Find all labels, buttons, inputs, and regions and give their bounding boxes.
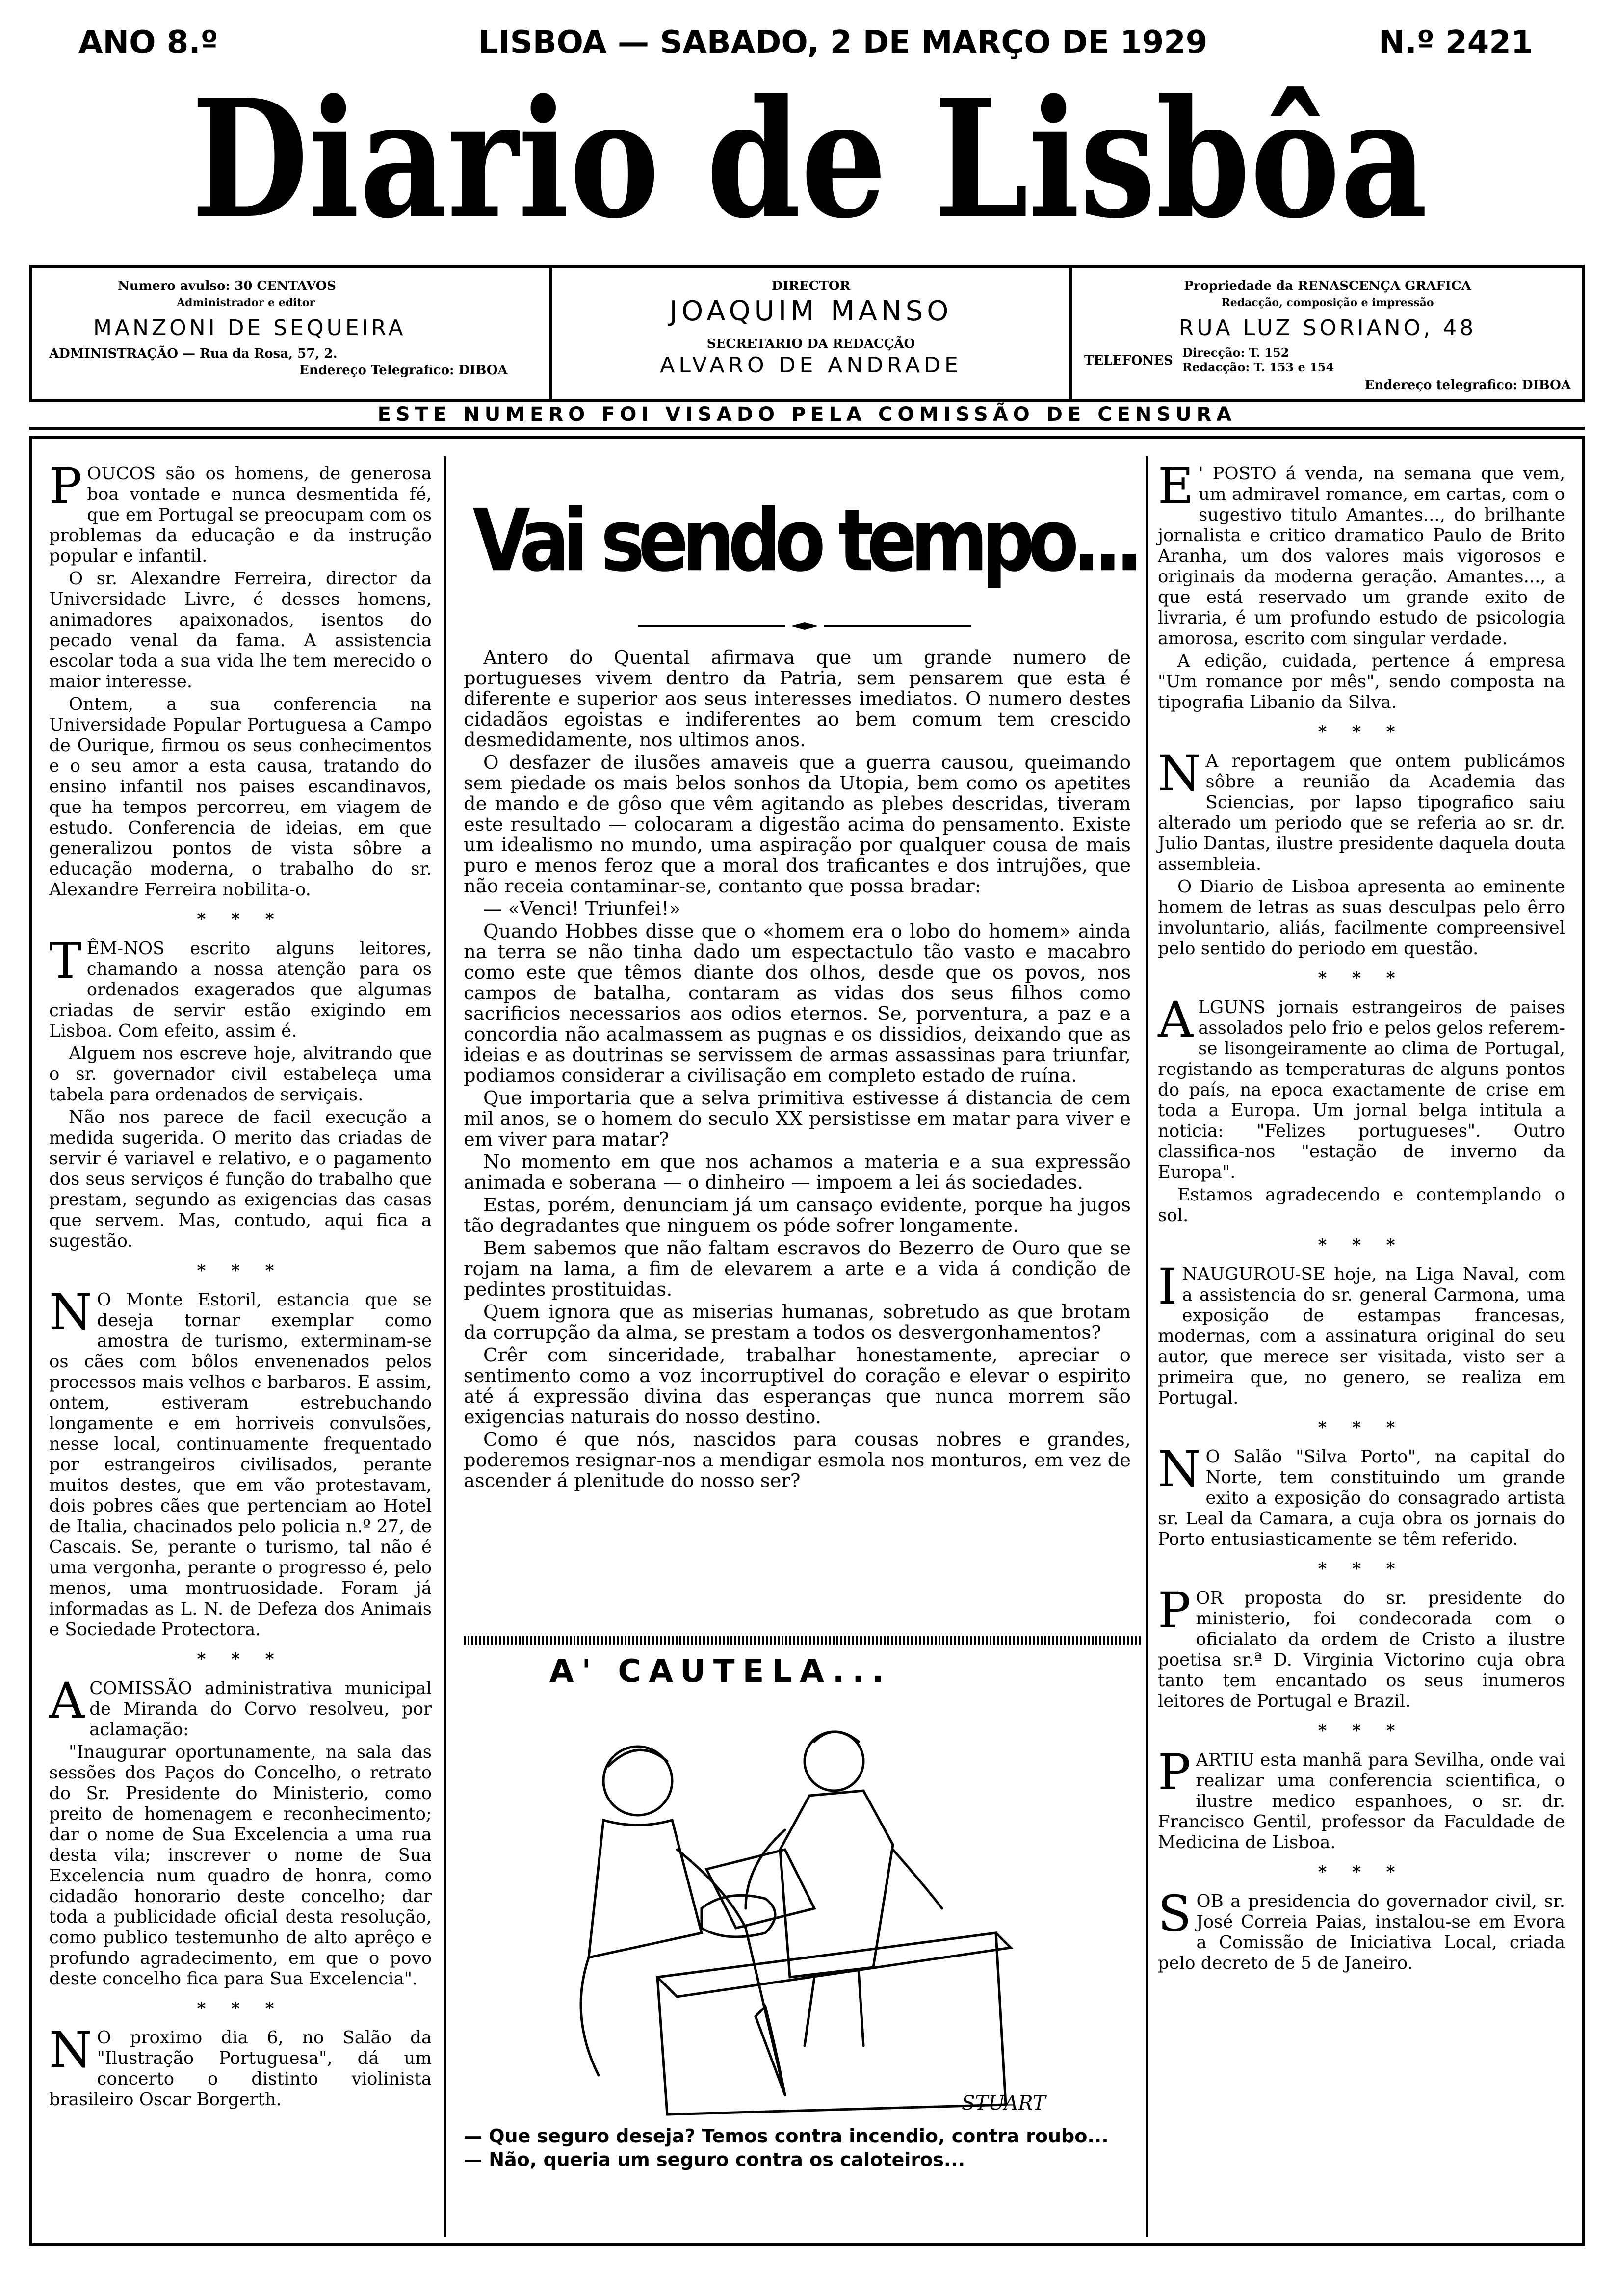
paragraph-text: Alguem nos escreve hoje, alvitrando que o sr. governador civil estabeleça uma tabela para ordenados de serviçais. (49, 1044, 432, 1105)
secretary-name: ALVARO DE ANDRADE (660, 353, 962, 378)
paragraph-text: O sr. Alexandre Ferreira, director da Universidade Livre, é desses homens, animadores apaixonados, isentos do pecado venal da fama. A assistencia escolar toda a sua vida lhe tem merecido o maior interesse. (49, 569, 432, 692)
news-paragraph (1158, 1258, 1565, 1409)
news-paragraph (49, 694, 432, 900)
right-telegraphic: Endereço telegrafico: DIBOA (1364, 378, 1571, 392)
section-separator: * * * (1318, 1862, 1405, 1882)
section-separator: * * * (1318, 1418, 1405, 1437)
drop-cap: N (1158, 1440, 1201, 1498)
editorial-title: Vai sendo tempo... (472, 491, 1137, 591)
ownership: Propriedade da RENASCENÇA GRAFICA (1184, 279, 1471, 293)
drop-cap: N (1158, 745, 1201, 802)
editorial-paragraph: Estas, porém, denunciam já um cansaço evidente, porque ha jugos tão degradantes que ninguem os póde sofrer longamente. (464, 1194, 1131, 1237)
left-column (49, 457, 432, 2230)
cartoon-border (464, 1636, 1141, 1645)
info-center (552, 268, 1072, 399)
paragraph-text: OB a presidencia do governador civil, sr. José Correia Paias, instalou-se em Evora a Comissão de Iniciativa Local, criada pelo decreto de 5 de Janeiro. (1158, 1891, 1565, 1973)
info-left (32, 268, 552, 399)
dateline-bar (0, 25, 1617, 69)
director-name: JOAQUIM MANSO (669, 295, 953, 327)
admin-telegraphic: Endereço Telegrafico: DIBOA (299, 363, 508, 378)
editorial-paragraph: Crêr com sinceridade, trabalhar honestamente, apreciar o sentimento como a voz incorruptivel do coração e elevar o espirito até á expressão divina das esperanças que nunca morrem são exigencias naturais do nosso destino. (464, 1344, 1131, 1428)
column-rule-left (444, 456, 446, 2237)
section-separator: * * * (1318, 722, 1405, 742)
drop-cap: I (1158, 1258, 1177, 1315)
cartoon-caption (464, 2124, 1150, 2171)
editorial-paragraph: Quem ignora que as miserias humanas, sobretudo as que brotam da corrupção da alma, se prestam a todos os desvergonhamentos? (464, 1301, 1131, 1344)
news-paragraph (49, 1742, 432, 1989)
admin-address: ADMINISTRAÇÃO — Rua da Rosa, 57, 2. (49, 346, 338, 361)
drop-cap: P (1158, 1744, 1191, 1801)
paragraph-text: Não nos parece de facil execução a medida sugerida. O merito das criadas de servir é variavel e relativo, e o pagamento dos seus serviços é função do trabalho que prestam, segundo as exigencias das casas que servem. Mas, contudo, aqui fica a sugestão. (49, 1107, 432, 1251)
paragraph-text: COMISSÃO administrativa municipal de Miranda do Corvo resolveu, por aclamação: (89, 1678, 432, 1740)
drop-cap: N (49, 1283, 92, 1341)
info-box (29, 265, 1585, 402)
paragraph-text: ÊM-NOS escrito alguns leitores, chamando a nossa atenção para os ordenados exagerados que algumas criadas de servir estão exigindo em Lisboa. Com efeito, assim é. (49, 939, 432, 1041)
admin-label: Administrador e editor (177, 296, 315, 309)
news-paragraph (49, 2021, 432, 2110)
news-paragraph (1158, 651, 1565, 713)
masthead-title: Diario de Lisbôa (191, 64, 1428, 254)
section-separator: * * * (1318, 968, 1405, 988)
price: Numero avulso: 30 CENTAVOS (118, 279, 337, 293)
news-paragraph (1158, 1440, 1565, 1550)
news-paragraph (49, 1672, 432, 1740)
press-label: Redacção, composição e impressão (1221, 296, 1434, 309)
news-paragraph (1158, 457, 1565, 649)
caption-line-2: — Não, queria um seguro contra os caloteiros... (464, 2149, 965, 2170)
editorial-paragraph: — «Venci! Triunfei!» (483, 898, 681, 920)
drop-cap: A (1158, 991, 1194, 1048)
section-separator: * * * (197, 1261, 284, 1280)
title-ornament (638, 621, 971, 631)
paragraph-text: A reportagem que ontem publicámos sôbre a reunião da Academia das Sciencias, por lapso tipografico saiu alterado um periodo que se referia ao sr. dr. Julio Dantas, ilustre presidente daquela douta assembleia. (1158, 751, 1565, 874)
news-paragraph (1158, 877, 1565, 959)
paragraph-text: O Salão "Silva Porto", na capital do Norte, tem constituindo um grande exito a exposição do consagrado artista sr. Leal da Camara, a cuja obra os jornais do Porto entusiasticamente se têm referido. (1158, 1447, 1565, 1549)
paragraph-text: LGUNS jornais estrangeiros de paises assolados pelo frio e pelos gelos referem-se lisongeiramente ao clima de Portugal, registando as temperaturas de alguns pontos do país, na epoca exactamente de crise em toda a Europa. Um jornal belga intitula a noticia: "Felizes portugueses". Outro classifica-nos "estação de inverno da Europa". (1158, 997, 1565, 1182)
right-column (1158, 457, 1565, 2230)
paragraph-text: OR proposta do sr. presidente do ministerio, foi condecorada com o oficialato da ordem de Cristo a ilustre poetisa sr.ª D. Virginia Victorino cuja obra tanto tem encantado os seus inumeros leitores de Portugal e Brazil. (1158, 1588, 1565, 1711)
year-label: ANO 8.º (78, 25, 218, 61)
editorial-paragraph: O desfazer de ilusões amaveis que a guerra causou, queimando sem piedade os mais belos sonhos da Utopia, bem como os apetites de mando e de gôso que vêm agitando as plebes descridas, tiveram este resultado — colocaram a digestão acima do pensamento. Existe um idealismo no mundo, uma aspiração por qualquer cousa de mais puro e menos feroz que a moral dos traficantes e dos intrujões, que não receia contaminar-se, contanto que possa bradar: (464, 752, 1131, 897)
phone-newsroom: Redacção: T. 153 e 154 (1182, 360, 1334, 374)
dateline: LISBOA — SABADO, 2 DE MARÇO DE 1929 (478, 25, 1208, 61)
phone-direction: Direcção: T. 152 (1182, 345, 1289, 360)
drop-cap: T (49, 932, 82, 990)
news-paragraph (1158, 1744, 1565, 1853)
paragraph-text: NAUGUROU-SE hoje, na Liga Naval, com a assistencia do sr. general Carmona, uma exposição de estampas francesas, modernas, com a assinatura original do seu autor, que merece ser visitada, visto ser a primeira que, no genero, se realiza em Portugal. (1158, 1264, 1565, 1408)
editorial-paragraph: Quando Hobbes disse que o «homem era o lobo do homem» ainda na terra se não tinha dado um espectactulo tão vasto e macabro como este que têmos diante dos olhos, desde que os povos, nos campos de batalha, contaram as vidas dos seus filhos como sacrificios necessarios aos odios eternos. Se, porventura, a paz e a concordia não acalmassem as pugnas e os dissidios, deixando que as ideias e as doutrinas se servissem de armas assassinas para triunfar, podiamos considerar a civilisação em completo estado de ruína. (464, 920, 1131, 1087)
phones (1084, 345, 1571, 377)
paragraph-text: A edição, cuidada, pertence á empresa "Um romance por mês", sendo composta na tipografia Libanio da Silva. (1158, 651, 1565, 712)
cartoon-signature: STUART (962, 2092, 1046, 2114)
drop-cap: P (1158, 1582, 1191, 1639)
secretary-label: SECRETARIO DA REDACÇÃO (706, 337, 915, 351)
press-address: RUA LUZ SORIANO, 48 (1178, 315, 1477, 340)
cartoon-illustration (471, 1702, 1133, 2114)
section-separator: * * * (197, 1999, 284, 2018)
editorial-paragraph: Bem sabemos que não faltam escravos do Bezerro de Ouro que se rojam na lama, a fim de elevarem a arte e a vida á condição de pedintes prostituidas. (464, 1237, 1131, 1301)
drop-cap: S (1158, 1885, 1192, 1942)
paragraph-text: O Diario de Lisboa apresenta ao eminente homem de letras as suas desculpas pelo êrro involuntario, aliás, facilmente compreensivel pelo sentido do periodo em questão. (1158, 877, 1565, 959)
section-separator: * * * (197, 1649, 284, 1669)
admin-name: MANZONI DE SEQUEIRA (93, 315, 406, 340)
column-rule-right (1146, 456, 1148, 2237)
news-paragraph (1158, 1185, 1565, 1226)
caption-line-1: — Que seguro deseja? Temos contra incendio, contra roubo... (464, 2125, 1109, 2147)
paragraph-text: OUCOS são os homens, de generosa boa vontade e nunca desmentida fé, que em Portugal se preocupam com os problemas da educação e da instrução popular e infantil. (49, 464, 432, 566)
drop-cap: P (49, 457, 82, 515)
editorial-paragraph: No momento em que nos achamos a materia e a sua expressão animada e soberana — o dinheiro — impoem a lei ás sociedades. (464, 1151, 1131, 1194)
news-paragraph (1158, 1885, 1565, 1974)
masthead (182, 64, 1437, 255)
news-paragraph (1158, 991, 1565, 1183)
paragraph-text: Estamos agradecendo e contemplando o sol. (1158, 1185, 1565, 1226)
paragraph-text: ARTIU esta manhã para Sevilha, onde vai realizar uma conferencia scientifica, o ilustre medico espanhoes, o sr. dr. Francisco Gentil, professor da Faculdade de Medicina de Lisboa. (1158, 1750, 1565, 1852)
drop-cap: E (1158, 457, 1194, 515)
drop-cap: N (49, 2021, 92, 2079)
director-label: DIRECTOR (771, 279, 851, 293)
censorship-notice: ESTE NUMERO FOI VISADO PELA COMISSÃO DE CENSURA (29, 403, 1585, 430)
news-paragraph (49, 1107, 432, 1252)
paragraph-text: O proximo dia 6, no Salão da "Ilustração Portuguesa", dá um concerto o distinto violinista brasileiro Oscar Borgerth. (49, 2028, 432, 2110)
cartoon-title: A' CAUTELA... (549, 1653, 892, 1690)
editorial-paragraph: Antero do Quental afirmava que um grande numero de portugueses vivem dentro da Patria, sem pensarem que esta é diferente e superior aos seus interesses imediatos. O numero destes cidadãos egoistas e indiferentes ao bem comum tem crescido desmedidamente, nos ultimos anos. (464, 647, 1131, 751)
masthead-logo (182, 64, 1437, 255)
news-paragraph (49, 1283, 432, 1640)
paragraph-text: Ontem, a sua conferencia na Universidade Popular Portuguesa a Campo de Ourique, firmou os seus conhecimentos e o seu amor a esta causa, tratando do ensino infantil nos paises escandinavos, que ha tempos percorreu, em viagem de estudo. Conferencia de ideias, em que generalizou pontos de vista sôbre a educação moderna, o trabalho do sr. Alexandre Ferreira nobilita-o. (49, 694, 432, 900)
news-paragraph (1158, 1582, 1565, 1712)
section-separator: * * * (197, 910, 284, 929)
paragraph-text: ' POSTO á venda, na semana que vem, um admiravel romance, em cartas, com o sugestivo titulo Amantes..., do brilhante jornalista e critico dramatico Paulo de Brito Aranha, um dos valores mais vigorosos e originais da moderna geração. Amantes..., a que está reservado um grande exito de livraria, é um profundo estudo de psicologia amorosa, escrito com singular verdade. (1158, 464, 1565, 649)
section-separator: * * * (1318, 1559, 1405, 1579)
info-right (1072, 268, 1583, 399)
drop-cap: A (49, 1672, 85, 1729)
news-paragraph (1158, 745, 1565, 875)
editorial-paragraph: Como é que nós, nascidos para cousas nobres e grandes, poderemos resignar-nos a mendigar esmola nos monturos, em vez de ascender á plenitude do nosso ser? (464, 1429, 1131, 1492)
editorial-body (464, 648, 1131, 1624)
news-paragraph (49, 932, 432, 1042)
news-paragraph (49, 569, 432, 692)
news-paragraph (49, 1044, 432, 1105)
editorial-paragraph: Que importaria que a selva primitiva estivesse á distancia de cem mil anos, se o homem do seculo XX persistisse em matar para viver e em viver para matar? (464, 1087, 1131, 1150)
news-paragraph (49, 457, 432, 567)
paragraph-text: "Inaugurar oportunamente, na sala das sessões dos Paços do Concelho, o retrato do Sr. Presidente do Ministerio, como preito de homenagem e reconhecimento; dar o nome de Sua Excelencia a uma rua desta vila; inscrever o nome de Sua Excelencia num quadro de honra, como cidadão honorario deste concelho; dar toda a publicidade oficial desta resolução, como publico testemunho de alto aprêço e profundo agradecimento, em que o povo deste concelho fica para Sua Excelencia". (49, 1742, 432, 1989)
phones-label: TELEFONES (1084, 353, 1173, 368)
section-separator: * * * (1318, 1721, 1405, 1741)
issue-number: N.º 2421 (1379, 25, 1533, 61)
section-separator: * * * (1318, 1235, 1405, 1255)
paragraph-text: O Monte Estoril, estancia que se deseja tornar exemplar como amostra de turismo, exterminam-se os cães com bôlos envenenados pelos processos mais velhos e barbaros. E assim, ontem, estiveram estrebuchando longamente e em horriveis convulsões, nesse local, continuamente frequentado por estrangeiros civilisados, perante muitos destes, que em vão protestavam, dois pobres cães que pertenciam ao Hotel de Italia, chacinados pelo policia n.º 27, de Cascais. Se, perante o turismo, tal não é uma vergonha, perante o progresso é, pelo menos, uma montruosidade. Foram já informadas as L. N. de Defeza dos Animais e Sociedade Protectora. (49, 1290, 432, 1640)
